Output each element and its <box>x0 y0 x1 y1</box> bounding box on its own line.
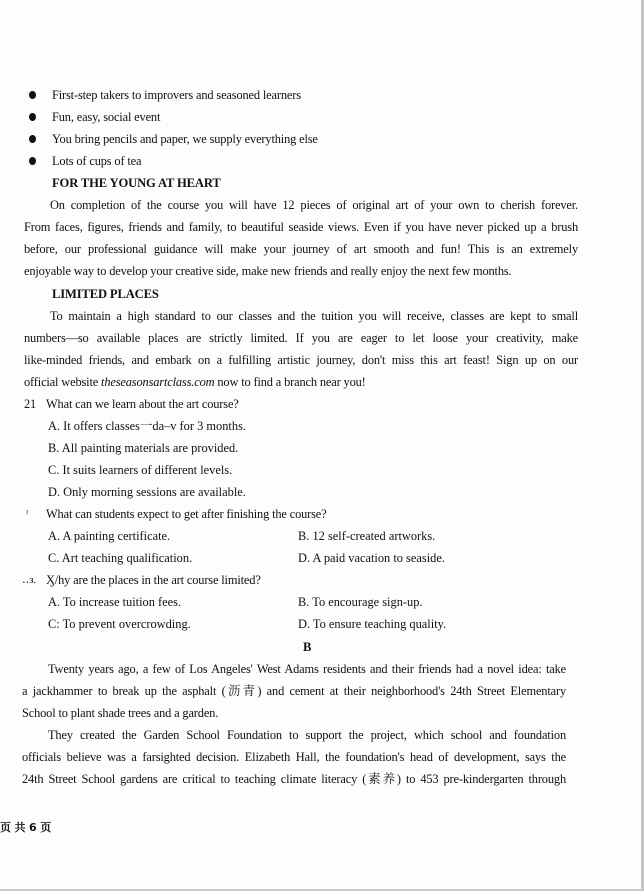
bullet-icon <box>29 157 36 165</box>
answer-option[interactable]: A. A painting certificate. <box>48 529 171 543</box>
section-label: B <box>303 640 312 654</box>
answer-option[interactable]: A. It offers classes一da–v for 3 months. <box>48 419 246 433</box>
bullet-item: You bring pencils and paper, we supply everything else <box>52 132 318 146</box>
paragraph-line: like-minded friends, and embark on a fulfilling artistic journey, don't miss this art feast! Sign up on our <box>24 353 578 367</box>
section-heading: FOR THE YOUNG AT HEART <box>52 176 221 190</box>
answer-option[interactable]: C. Art teaching qualification. <box>48 551 193 565</box>
paragraph-line: Twenty years ago, a few of Los Angeles' West Adams residents and their friends had a novel idea: take <box>48 662 566 676</box>
paragraph-line: officials believe was a farsighted decision. Elizabeth Hall, the foundation's head of development, says the <box>22 750 566 764</box>
bullet-icon <box>29 135 36 143</box>
question-number: ‥з. <box>22 574 36 586</box>
paragraph-line: before, our professional guidance will make your journey of art smooth and fun! This is an extremely <box>24 242 578 256</box>
paragraph-line: From faces, figures, friends and family, to beautiful seaside views. Even if you have never picked up a brush <box>24 220 578 234</box>
answer-option[interactable]: B. To encourage sign-up. <box>298 595 423 609</box>
answer-option[interactable]: C: To prevent overcrowding. <box>48 617 191 631</box>
bullet-icon <box>29 113 36 121</box>
question-text: What can we learn about the art course? <box>46 397 239 411</box>
paragraph-line: numbers—so available places are strictly limited. If you are eager to let loose your creativity, make <box>24 331 578 345</box>
answer-option[interactable]: B. 12 self-created artworks. <box>298 529 436 543</box>
question-text: Ӽ/hy are the places in the art course limited? <box>46 573 261 587</box>
question-number: 21 <box>24 397 37 411</box>
answer-option[interactable]: D. Only morning sessions are available. <box>48 485 246 499</box>
answer-option[interactable]: C. It suits learners of different levels. <box>48 463 233 477</box>
section-heading: LIMITED PLACES <box>52 287 159 301</box>
bullet-icon <box>29 91 36 99</box>
paragraph-line: a jackhammer to break up the asphalt (沥青) and cement at their neighborhood's 24th Street Elementary <box>22 684 566 698</box>
page-footer: 页 共 6 页 <box>0 821 52 834</box>
question-number: ˀ <box>26 509 29 519</box>
answer-option[interactable]: D. To ensure teaching quality. <box>298 617 447 631</box>
text: now to find a branch near you! <box>214 375 366 389</box>
bullet-item: Lots of cups of tea <box>52 154 142 168</box>
website-link[interactable]: theseasonsartclass.com <box>101 375 215 389</box>
paragraph-line: enjoyable way to develop your creative side, make new friends and really enjoy the next few months. <box>24 264 512 278</box>
bullet-item: Fun, easy, social event <box>52 110 161 124</box>
paragraph-line: They created the Garden School Foundation to support the project, which school and foundation <box>48 728 566 742</box>
paragraph-line <box>24 374 366 390</box>
answer-option[interactable]: B. All painting materials are provided. <box>48 441 239 455</box>
paragraph-line: School to plant shade trees and a garden. <box>22 706 219 720</box>
paragraph-line: On completion of the course you will have 12 pieces of original art of your own to cherish forever. <box>50 198 578 212</box>
paragraph-line: To maintain a high standard to our classes and the tuition you will receive, classes are kept to small <box>50 309 578 323</box>
answer-option[interactable]: A. To increase tuition fees. <box>48 595 182 609</box>
bullet-item: First-step takers to improvers and seasoned learners <box>52 88 301 102</box>
answer-option[interactable]: D. A paid vacation to seaside. <box>298 551 445 565</box>
question-text: What can students expect to get after finishing the course? <box>46 507 327 521</box>
paragraph-line: 24th Street School gardens are critical to teaching climate literacy (素养) to 453 pre-kindergarten through <box>22 772 566 786</box>
text: official website <box>24 375 102 389</box>
